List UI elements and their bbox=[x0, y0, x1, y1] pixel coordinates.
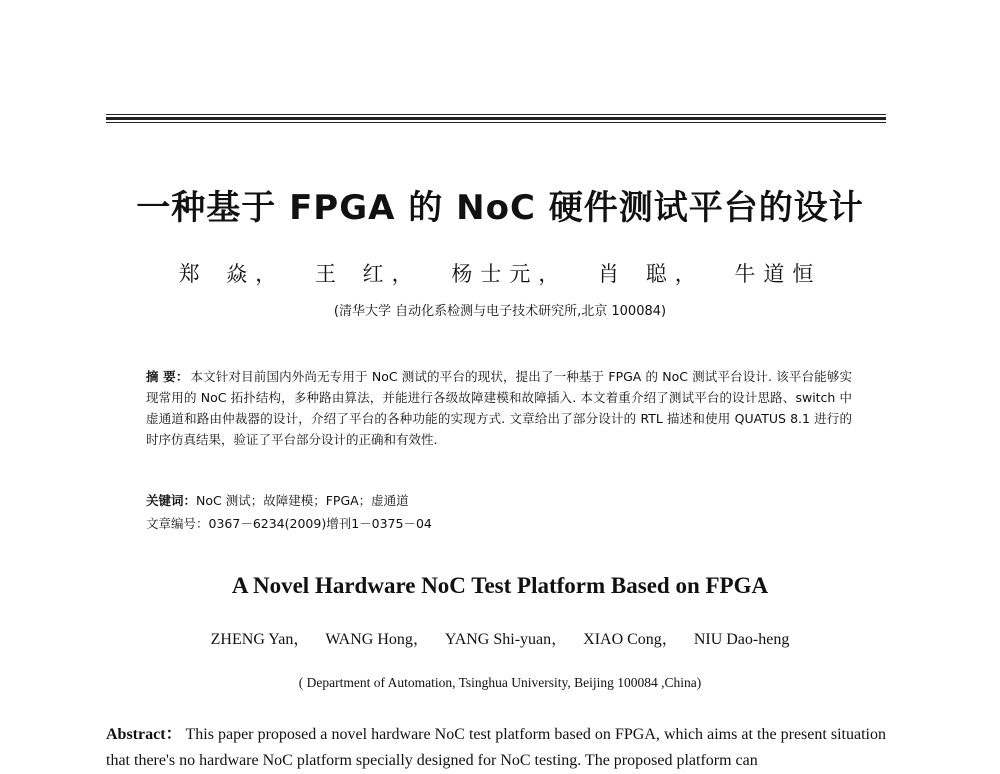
article-number-label: 文章编号： bbox=[146, 516, 209, 531]
author-en: WANG Hong， bbox=[325, 631, 429, 648]
header-rule-middle bbox=[106, 117, 886, 120]
abstract-english bbox=[106, 722, 886, 774]
author-cn: 王 红， bbox=[314, 262, 421, 286]
abstract-label-english: Abstract： bbox=[106, 726, 182, 743]
abstract-text-chinese: 本文针对目前国内外尚无专用于 NoC 测试的平台的现状，提出了一种基于 FPGA 的 NoC 测试平台设计. 该平台能够实现常用的 NoC 拓扑结构，多种路由算法，并能进行各级故障建模和故障插入. 本文着重介绍了测试平台的设计思路、switch 中虚通道和路由仲裁器的设计，介绍了平台的各种功能的实现方式. 文章给出了部分设计的 RTL 描述和使用 QUATUS 8.1 进行的时序仿真结果，验证了平台部分设计的正确和有效性. bbox=[146, 369, 852, 447]
article-number-value: 0367－6234(2009)增刊1－0375－04 bbox=[208, 516, 432, 531]
affiliation-english: ( Department of Automation, Tsinghua University, Beijing 100084 ,China) bbox=[298, 675, 702, 690]
author-en: XIAO Cong， bbox=[583, 631, 678, 648]
abstract-label-chinese: 摘 要： bbox=[146, 369, 189, 384]
author-cn: 杨士元， bbox=[451, 262, 568, 286]
author-cn: 肖 聪， bbox=[598, 262, 704, 286]
keywords-chinese bbox=[146, 491, 852, 509]
abstract-chinese bbox=[146, 366, 852, 450]
author-en: YANG Shi-yuan， bbox=[444, 631, 568, 648]
keywords-text: NoC 测试；故障建模；FPGA；虚通道 bbox=[196, 493, 409, 508]
paper-title-english: A Novel Hardware NoC Test Platform Based on FPGA bbox=[231, 573, 769, 598]
author-en: ZHENG Yan， bbox=[210, 631, 310, 648]
header-rule-top bbox=[106, 114, 886, 115]
author-list-chinese bbox=[0, 258, 1000, 288]
affiliation-chinese: (清华大学 自动化系检测与电子技术研究所,北京 100084) bbox=[333, 304, 667, 319]
author-cn: 牛道恒 bbox=[734, 262, 822, 286]
article-number bbox=[146, 514, 852, 532]
author-list-english bbox=[0, 626, 1000, 649]
header-rule-bottom bbox=[106, 122, 886, 123]
author-en: NIU Dao-heng bbox=[693, 631, 790, 648]
keywords-label: 关键词： bbox=[146, 493, 197, 508]
author-cn: 郑 焱， bbox=[178, 262, 285, 286]
paper-title-chinese: 一种基于 FPGA 的 NoC 硬件测试平台的设计 bbox=[136, 188, 864, 228]
abstract-text-english: This paper proposed a novel hardware NoC test platform based on FPGA, which aims at the present situation that there's no hardware NoC platform specially designed for NoC testing. The proposed platform can bbox=[106, 726, 886, 769]
